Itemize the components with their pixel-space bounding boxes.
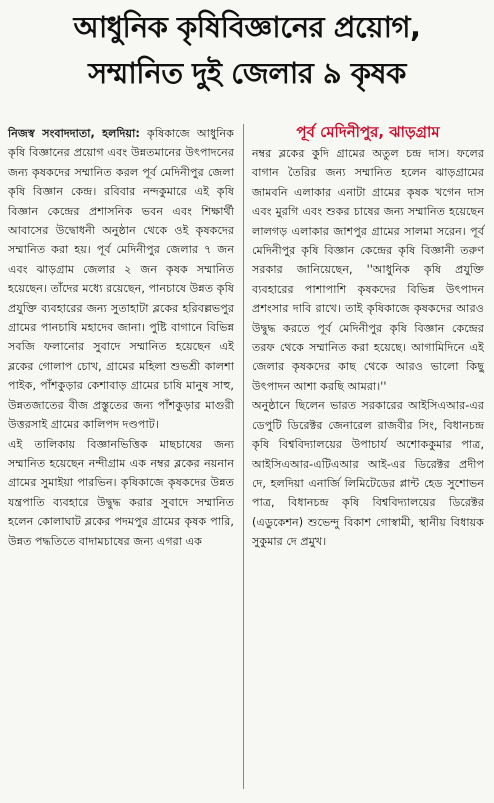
paragraph-text: কৃষিকাজে আধুনিক কৃষি বিজ্ঞানের প্রয়োগ এবং উন্নতমানের উৎপাদনের জন্য কৃষকদের সম্মানিত করল পূর্ব মেদিনীপুর জেলা কৃষি বিজ্ঞান কেন্দ্র। রবিবার নন্দকুমারে এই কৃষি বিজ্ঞান কেন্দ্রের প্রশাসনিক ভবন এবং শিক্ষার্থী আবাসের উদ্বোধনী অনুষ্ঠান থেকে ওই কৃষকদের সম্মানিত করা হয়। পূর্ব মেদিনীপুর জেলার ৭ জন এবং ঝাড়গ্রাম জেলার ২ জন কৃষক সম্মানিত হয়েছেন। তাঁদের মধ্যে রয়েছেন, পানচাষে উন্নত কৃষি প্রযুক্তি ব্যবহারের জন্য সুতাহাটা ব্লকের হরিবল্লভপুর গ্রামের পানচাষি মহাদেব জানা। পুষ্টি বাগানে বিভিন্ন সবজি ফলানোর সুবাদে সম্মানিত হয়েছেন এই ব্লকের গোলাপ চোখ, গ্রামের মহিলা শুভশ্রী কালশা পাইক, পাঁশকুড়ার কেশাবাড় গ্রামের চাষি মানুষ সাহু, উন্নতজাতের বীজ প্রস্তুতের জন্য পাঁশকুড়ার মাগুরী উত্তরসাই গ্রামের কালিপদ দণ্ডপাট। bbox=[8, 127, 235, 432]
column-divider bbox=[243, 124, 244, 789]
article-right-column bbox=[252, 144, 484, 552]
headline-line-2: সম্মানিত দুই জেলার ৯ কৃষক bbox=[88, 56, 406, 90]
byline: নিজস্ব সংবাদদাতা, হলদিয়া: bbox=[8, 127, 140, 140]
article-paragraph: নম্বর ব্লকের কুদি গ্রামের অতুল চন্দ্র দাস। ফলের বাগান তৈরির জন্য সম্মানিত হলেন ঝাড়গ্রামের জামবনি এলাকার এনাটা গ্রামের কৃষক খগেন দাস এবং মুরগি এবং শুকর চাষের জন্য সম্মানিত হয়েছেন লালগড় এলাকার জাশপুর গ্রামের সালমা সরেন। পূর্ব মেদিনীপুর কৃষি বিজ্ঞান কেন্দ্রের কৃষি বিজ্ঞানী তরুণ সরকার জানিয়েছেন, ''আধুনিক কৃষি প্রযুক্তি ব্যবহারের পাশাপাশি কৃষকদের বিভিন্ন উৎপাদন প্রশংসার দাবি রাখে। তাই কৃষিকাজে কৃষকদের আরও উদ্বুদ্ধ করতে পূর্ব মেদিনীপুর কৃষি বিজ্ঞান কেন্দ্রের তরফ থেকে সম্মানিত করা হয়েছে। আগামিদিনে এই জেলার কৃষকদের কাছ থেকে আরও ভালো কিছু উৎপাদন আশা করছি আমরা।'' bbox=[252, 147, 484, 393]
headline bbox=[6, 4, 488, 96]
location-kicker: পূর্ব মেদিনীপুর, ঝাড়গ্রাম bbox=[296, 123, 440, 141]
article-paragraph: অনুষ্ঠানে ছিলেন ভারত সরকারের আইসিএআর-এর ডেপুটি ডিরেক্টর জেনারেল রাজবীর সিং, বিধানচন্দ্র কৃষি বিশ্ববিদ্যালয়ের উপাচার্য অশোককুমার পাত্র, আইসিএআর-এটিএআর আই-এর ডিরেক্টর প্রদীপ দে, হলদিয়া এনার্জি লিমিটেডের প্লান্ট হেড সুশোভন পাত্র, বিধানচন্দ্র কৃষি বিশ্ববিদ্যালয়ের ডিরেক্টর (এডুকেশন) শুভেন্দু বিকাশ গোস্বামী, স্থানীয় বিধায়ক সুকুমার দে প্রমুখ। bbox=[252, 399, 484, 549]
article-paragraph bbox=[8, 124, 234, 435]
article-left-column bbox=[8, 124, 234, 551]
article-paragraph: এই তালিকায় বিজ্ঞানভিত্তিক মাছচাষের জন্য সম্মানিত হয়েছেন নন্দীগ্রাম এক নম্বর ব্লকের নয়নান গ্রামের সুমাইয়া পারভিন। কৃষিকাজে কৃষকদের উন্নত যন্ত্রপাতি ব্যবহারে উদ্বুদ্ধ করার সুবাদে সম্মানিত হলেন কোলাঘাট ব্লকের পদমপুর গ্রামের কৃষক পারি, উন্নত পদ্ধতিতে বাদামচাষের জন্য এগরা এক bbox=[8, 437, 234, 548]
headline-line-1: আধুনিক কৃষিবিজ্ঞানের প্রয়োগ, bbox=[73, 10, 421, 44]
